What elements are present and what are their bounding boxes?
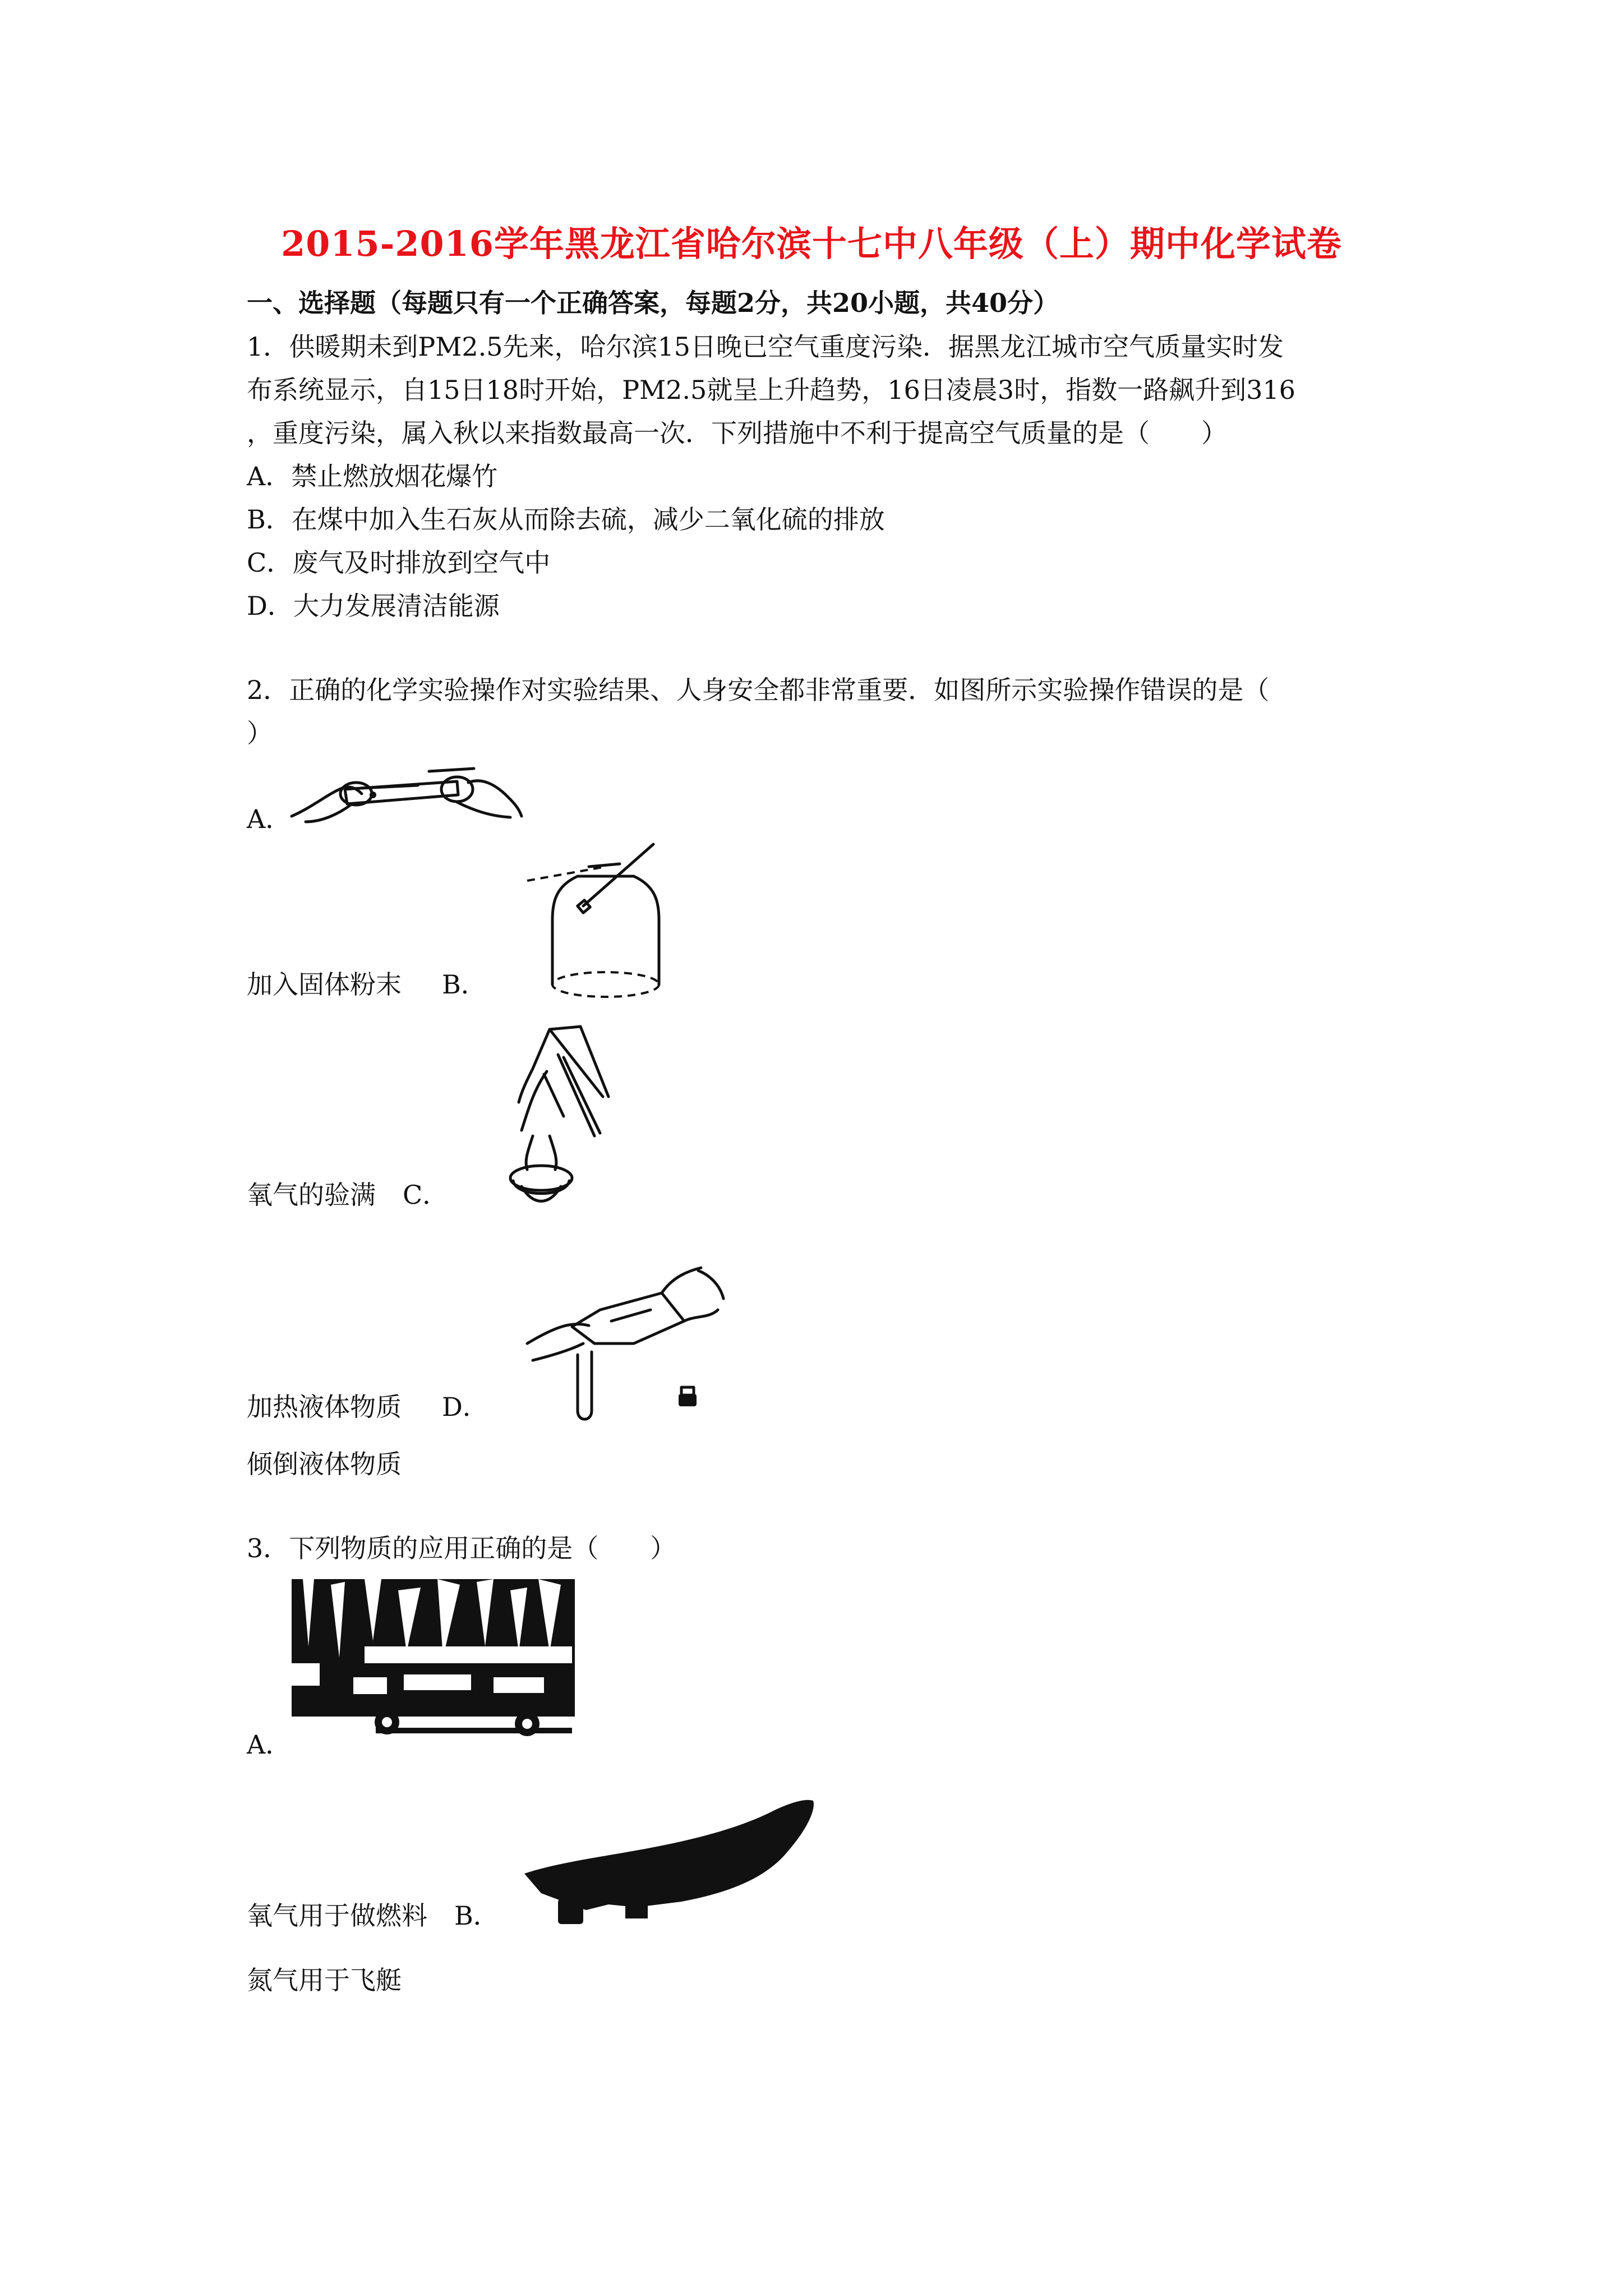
heating-liquid-figure — [465, 1018, 611, 1217]
q3-option-b-caption: 氮气用于飞艇 — [247, 1965, 402, 1995]
q3-stem: 3．下列物质的应用正确的是（ ） — [247, 1533, 676, 1563]
oxygen-full-test-figure — [522, 841, 690, 1004]
q1-option-d: D．大力发展清洁能源 — [247, 591, 500, 621]
q2-option-a-caption-text: 加入固体粉末 — [247, 969, 402, 1000]
q3-option-a-caption — [247, 1899, 499, 1932]
q2-option-b-caption-text: 氧气的验满 — [247, 1180, 376, 1210]
q2-option-c-caption — [247, 1390, 488, 1424]
q2-option-a-caption — [247, 968, 487, 1001]
q2-option-c-letter: C． — [403, 1180, 449, 1210]
q1-option-a: A．禁止燃放烟花爆竹 — [247, 461, 498, 491]
airship-picture — [524, 1795, 816, 1930]
q2-stem-line-1: 2．正确的化学实验操作对实验结果、人身安全都非常重要．如图所示实验操作错误的是（ — [247, 675, 1270, 705]
q2-option-a-letter: A． — [247, 804, 292, 834]
q1-stem-line-1: 1．供暖期未到PM2.5先来，哈尔滨15日晚已空气重度污染．据黑龙江城市空气质量实时发 — [247, 332, 1284, 362]
q2-stem-line-2: ） — [247, 718, 273, 748]
section-heading: 一、选择题（每题只有一个正确答案，每题2分，共20小题，共40分） — [247, 288, 1059, 318]
q2-option-b-caption — [247, 1178, 448, 1212]
add-solid-powder-figure — [289, 754, 524, 833]
q3-option-a-letter: A． — [247, 1729, 292, 1760]
q1-stem-line-2: 布系统显示，自15日18时开始，PM2.5就呈上升趋势，16日凌晨3时，指数一路飙升到316 — [247, 375, 1295, 405]
q2-option-d-caption: 倾倒液体物质 — [247, 1449, 402, 1479]
q1-option-b: B．在煤中加入生石灰从而除去硫，减少二氧化硫的排放 — [247, 504, 885, 535]
q3-option-a-caption-text: 氧气用于做燃料 — [247, 1901, 427, 1931]
q2-option-d-letter: D． — [442, 1392, 488, 1422]
q1-stem-line-3: ，重度污染，属入秋以来指数最高一次．下列措施中不利于提高空气质量的是（ ） — [247, 418, 1227, 448]
bus-picture — [292, 1579, 575, 1753]
q3-option-b-letter: B． — [454, 1901, 499, 1931]
q1-option-c: C．废气及时排放到空气中 — [247, 547, 551, 578]
exam-title: 2015-2016学年黑龙江省哈尔滨十七中八年级（上）期中化学试卷 — [281, 223, 1342, 264]
pouring-liquid-figure — [522, 1259, 729, 1422]
q2-option-c-caption-text: 加热液体物质 — [247, 1392, 402, 1422]
q2-option-b-letter: B． — [442, 969, 487, 1000]
